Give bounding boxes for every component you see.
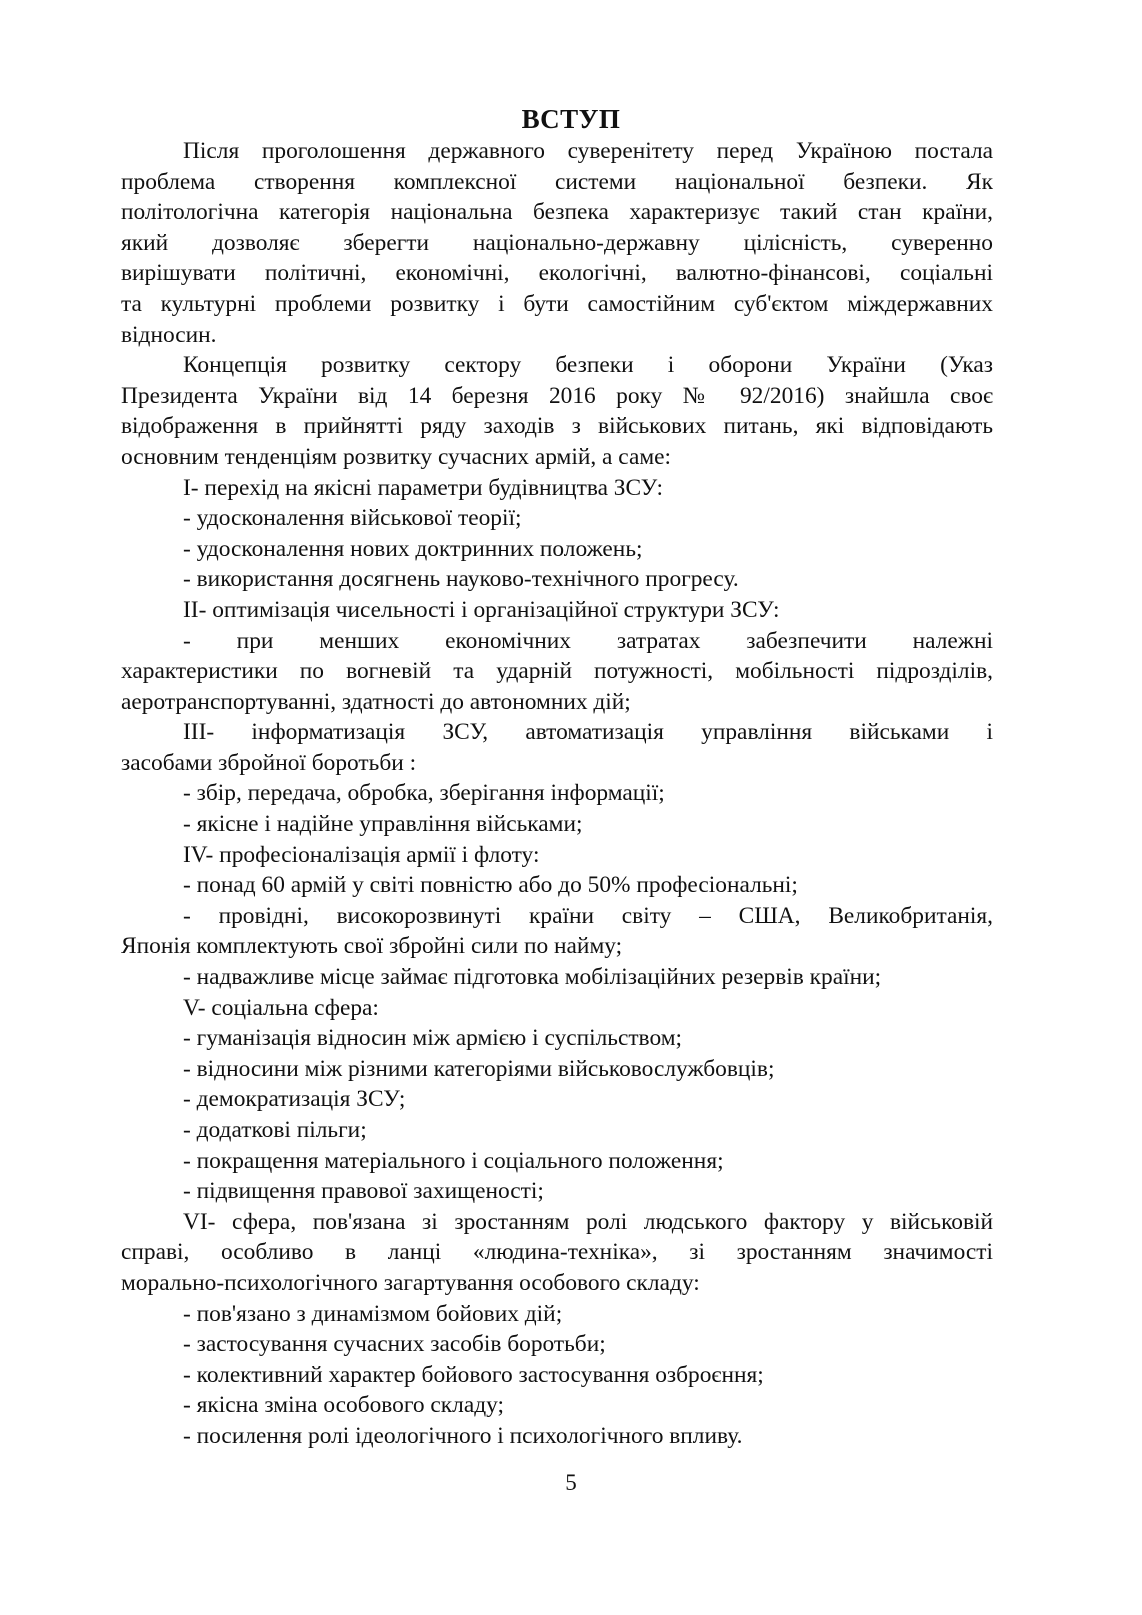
- text-line: Японія комплектують свої збройні сили по найму;: [121, 933, 623, 960]
- text-line: засобами збройної боротьби :: [121, 749, 417, 776]
- text-line: Президента України від 14 березня 2016 року № 92/2016) знайшла своє: [121, 382, 993, 409]
- text-line: - надважливе місце займає підготовка мобілізаційних резервів країни;: [183, 964, 882, 991]
- body-text: [121, 136, 993, 1452]
- text-line: відносин.: [121, 321, 217, 348]
- text-line: - понад 60 армій у світі повністю або до 50% професіональні;: [183, 872, 798, 899]
- text-line: - покращення матеріального і соціального положення;: [183, 1147, 724, 1174]
- text-line: IV- професіоналізація армії і флоту:: [183, 841, 540, 868]
- text-line: Після проголошення державного суверенітету перед Україною постала: [183, 138, 993, 164]
- text-line: політологічна категорія національна безпека характеризує такий стан країни,: [121, 199, 993, 226]
- text-line: VI- сфера, пов'язана зі зростанням ролі людського фактору у військовій: [183, 1208, 993, 1235]
- text-line: - використання досягнень науково-технічного прогресу.: [183, 566, 739, 593]
- text-line: І- перехід на якісні параметри будівництва ЗСУ:: [183, 474, 663, 501]
- text-line: - підвищення правової захищеності;: [183, 1178, 544, 1205]
- text-line: морально-психологічного загартування особового складу:: [121, 1269, 700, 1296]
- text-line: - посилення ролі ідеологічного і психологічного впливу.: [183, 1422, 743, 1449]
- text-line: - якісне і надійне управління військами;: [183, 811, 583, 838]
- text-line: - провідні, високорозвинуті країни світу – США, Великобританія,: [183, 902, 993, 929]
- text-line: який дозволяє зберегти національно-державну цілісність, суверенно: [121, 229, 993, 256]
- text-line: аеротранспортуванні, здатності до автономних дій;: [121, 688, 631, 715]
- text-line: - пов'язано з динамізмом бойових дій;: [183, 1300, 563, 1327]
- text-line: - при менших економічних затратах забезпечити належні: [183, 627, 993, 654]
- text-line: справі, особливо в ланці «людина-техніка», зі зростанням значимості: [121, 1239, 993, 1266]
- page-number: 5: [565, 1470, 577, 1495]
- text-line: ІІІ- інформатизація ЗСУ, автоматизація управління військами і: [183, 719, 993, 746]
- text-line: основним тенденціям розвитку сучасних армій, а саме:: [121, 443, 672, 470]
- text-line: - застосування сучасних засобів боротьби;: [183, 1331, 606, 1358]
- text-line: ІІ- оптимізація чисельності і організаційної структури ЗСУ:: [183, 596, 780, 623]
- text-line: проблема створення комплексної системи національної безпеки. Як: [121, 168, 993, 195]
- text-line: вирішувати політичні, економічні, екологічні, валютно-фінансові, соціальні: [121, 260, 993, 287]
- text-line: Концепція розвитку сектору безпеки і оборони України (Указ: [183, 352, 993, 379]
- text-line: - гуманізація відносин між армією і суспільством;: [183, 1025, 682, 1052]
- text-line: V- соціальна сфера:: [183, 994, 379, 1021]
- text-line: - колективний характер бойового застосування озброєння;: [183, 1361, 764, 1388]
- page-title: ВСТУП: [521, 104, 621, 134]
- text-line: - демократизація ЗСУ;: [183, 1086, 406, 1113]
- text-line: - удосконалення нових доктринних положень;: [183, 535, 643, 562]
- text-line: - збір, передача, обробка, зберігання інформації;: [183, 780, 665, 807]
- text-line: - додаткові пільги;: [183, 1117, 367, 1143]
- text-line: та культурні проблеми розвитку і бути самостійним суб'єктом міждержавних: [121, 290, 993, 317]
- text-line: - удосконалення військової теорії;: [183, 505, 522, 532]
- text-line: - якісна зміна особового складу;: [183, 1392, 505, 1419]
- text-line: відображення в прийнятті ряду заходів з військових питань, які відповідають: [121, 413, 993, 440]
- text-line: характеристики по вогневій та ударній потужності, мобільності підрозділів,: [121, 658, 993, 685]
- text-line: - відносини між різними категоріями військовослужбовців;: [183, 1055, 775, 1082]
